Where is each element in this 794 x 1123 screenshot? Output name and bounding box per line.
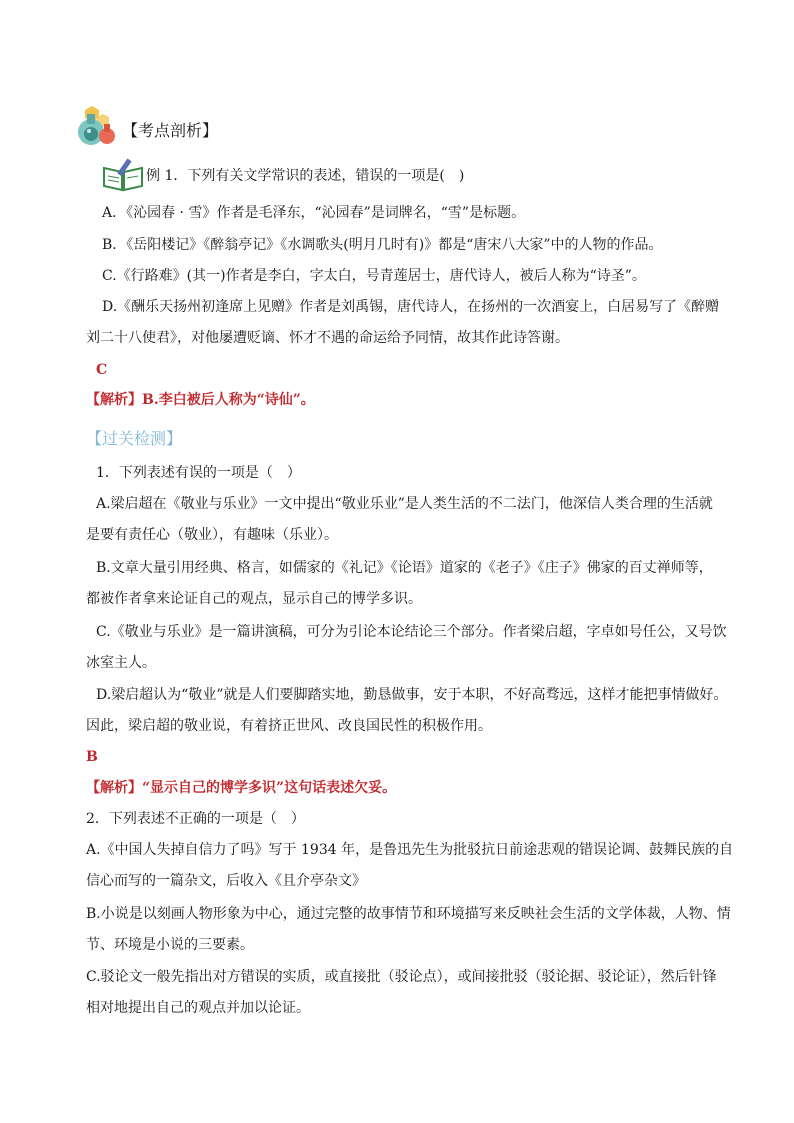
analysis-tag: 【解析】 (86, 780, 142, 796)
q1-line: 冰室主人。 (86, 655, 156, 671)
example-answer: C (96, 362, 108, 378)
q2-line: 节、环境是小说的三要素。 (86, 937, 254, 953)
section-title: 【考点剖析】 (122, 121, 219, 140)
q1-line: 都被作者拿来论证自己的观点，显示自己的博学多识。 (86, 591, 422, 607)
check-section-title: 【过关检测】 (86, 429, 183, 448)
analysis-tag: 【解析】 (86, 392, 142, 408)
q2-question: 2．下列表述不正确的一项是（ ） (86, 811, 305, 827)
q2-line: 相对地提出自己的观点并加以论证。 (86, 1000, 310, 1016)
example-analysis (86, 390, 315, 410)
example-option-d-cont: 刘二十八使君》，对他屡遭贬谪、怀才不遇的命运给予同情，故其作此诗答谢。 (86, 330, 569, 346)
q1-line: A.梁启超在《敬业与乐业》一文中提出“敬业乐业”是人类生活的不二法门，他深信人类合理的生活就 (96, 496, 713, 512)
q2-line: A.《中国人失掉自信力了吗》写于 1934 年，是鲁迅先生为批驳抗日前途悲观的错误论调、鼓舞民族的自 (86, 842, 734, 858)
q1-line: 是要有责任心（敬业），有趣味（乐业）。 (86, 527, 338, 543)
q1-analysis (86, 778, 396, 798)
q1-answer: B (86, 749, 98, 765)
q1-question: 1．下列表述有误的一项是（ ） (96, 465, 301, 481)
analysis-text: “显示自己的博学多识”这句话表述欠妥。 (142, 780, 397, 796)
book-pencil-icon (102, 158, 144, 192)
q1-line: D.梁启超认为“敬业”就是人们要脚踏实地，勤恳做事，安于本职，不好高骛远，这样才能把事情做好。 (96, 687, 728, 703)
lab-flask-icon (72, 104, 118, 148)
example-option-c: C.《行路难》(其一)作者是李白，字太白，号青莲居士，唐代诗人，被后人称为“诗圣”。 (102, 268, 646, 284)
q2-line: C.驳论文一般先指出对方错误的实质，或直接批（驳论点），或间接批驳（驳论据、驳论证），然后针锋 (86, 969, 717, 985)
example-option-d: D.《酬乐天扬州初逢席上见赠》作者是刘禹锡，唐代诗人，在扬州的一次酒宴上，白居易写了《醉赠 (102, 299, 720, 315)
q2-line: 信心而写的一篇杂文，后收入《且介亭杂文》 (86, 873, 366, 889)
analysis-text: B.李白被后人称为“诗仙”。 (142, 392, 315, 408)
example-option-b: B．《岳阳楼记》《醉翁亭记》《水调歌头(明月几时有)》都是“唐宋八大家”中的人物的作品。 (102, 237, 663, 253)
q1-line: B.文章大量引用经典、格言，如儒家的《礼记》《论语》道家的《老子》《庄子》佛家的百丈禅师等， (96, 560, 713, 576)
q1-line: 因此，梁启超的敬业说，有着挤正世风、改良国民性的积极作用。 (86, 718, 492, 734)
example-option-a: A．《沁园春 · 雪》作者是毛泽东，“沁园春”是词牌名，“雪”是标题。 (102, 205, 526, 221)
q1-line: C.《敬业与乐业》是一篇讲演稿，可分为引论本论结论三个部分。作者梁启超，字卓如号任公，又号饮 (96, 624, 727, 640)
q2-line: B.小说是以刻画人物形象为中心，通过完整的故事情节和环境描写来反映社会生活的文学体裁，人物、情 (86, 906, 731, 922)
example-question: 例 1．下列有关文学常识的表述，错误的一项是( ) (146, 168, 465, 184)
